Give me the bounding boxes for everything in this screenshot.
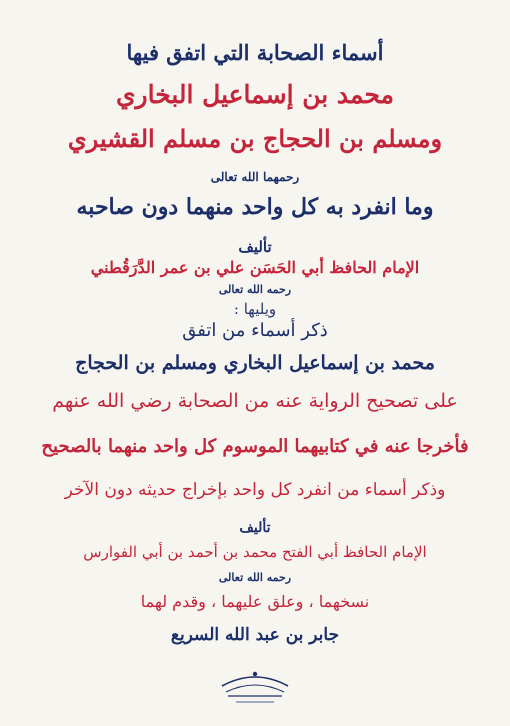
author-blessing: رحمه الله تعالى bbox=[218, 283, 292, 296]
editor-role: نسخهما ، وعلق عليهما ، وقدم لهما bbox=[140, 592, 370, 611]
author2-name: الإمام الحافظ أبي الفتح محمد بن أحمد بن أبي الفوارس bbox=[83, 543, 427, 561]
title-line-3: ومسلم بن الحجاج بن مسلم القشيري bbox=[67, 124, 443, 153]
second-title-line-4: فأخرجا عنه في كتابيهما الموسوم كل واحد منهما بالصحيح bbox=[41, 436, 469, 457]
title-line-5: وما انفرد به كل واحد منهما دون صاحبه bbox=[76, 194, 434, 220]
author-name: الإمام الحافظ أبي الحَسَن علي بن عمر الدَّرَقُطني bbox=[90, 258, 420, 277]
second-title-line-2: محمد بن إسماعيل البخاري ومسلم بن الحجاج bbox=[75, 352, 435, 374]
title-line-2: محمد بن إسماعيل البخاري bbox=[115, 80, 395, 109]
publisher-logo bbox=[216, 662, 294, 708]
connector-text: ويليها : bbox=[233, 300, 277, 318]
second-title-line-1: ذكر أسماء من اتفق bbox=[182, 320, 328, 341]
second-title-line-3: على تصحيح الرواية عنه من الصحابة رضي الله عنهم bbox=[52, 390, 458, 412]
author-label: تأليف bbox=[238, 238, 272, 256]
publisher-logo-mark bbox=[216, 662, 294, 708]
second-title-line-5: وذكر أسماء من انفرد كل واحد بإخراج حديثه دون الآخر bbox=[64, 480, 446, 500]
title-line-1: أسماء الصحابة التي اتفق فيها bbox=[126, 40, 384, 65]
author2-label: تأليف bbox=[239, 520, 271, 536]
editor-name: جابر بن عبد الله السريع bbox=[170, 625, 340, 645]
author2-blessing: رحمه الله تعالى bbox=[218, 571, 292, 584]
title-line-4: رحمهما الله تعالى bbox=[210, 170, 300, 184]
